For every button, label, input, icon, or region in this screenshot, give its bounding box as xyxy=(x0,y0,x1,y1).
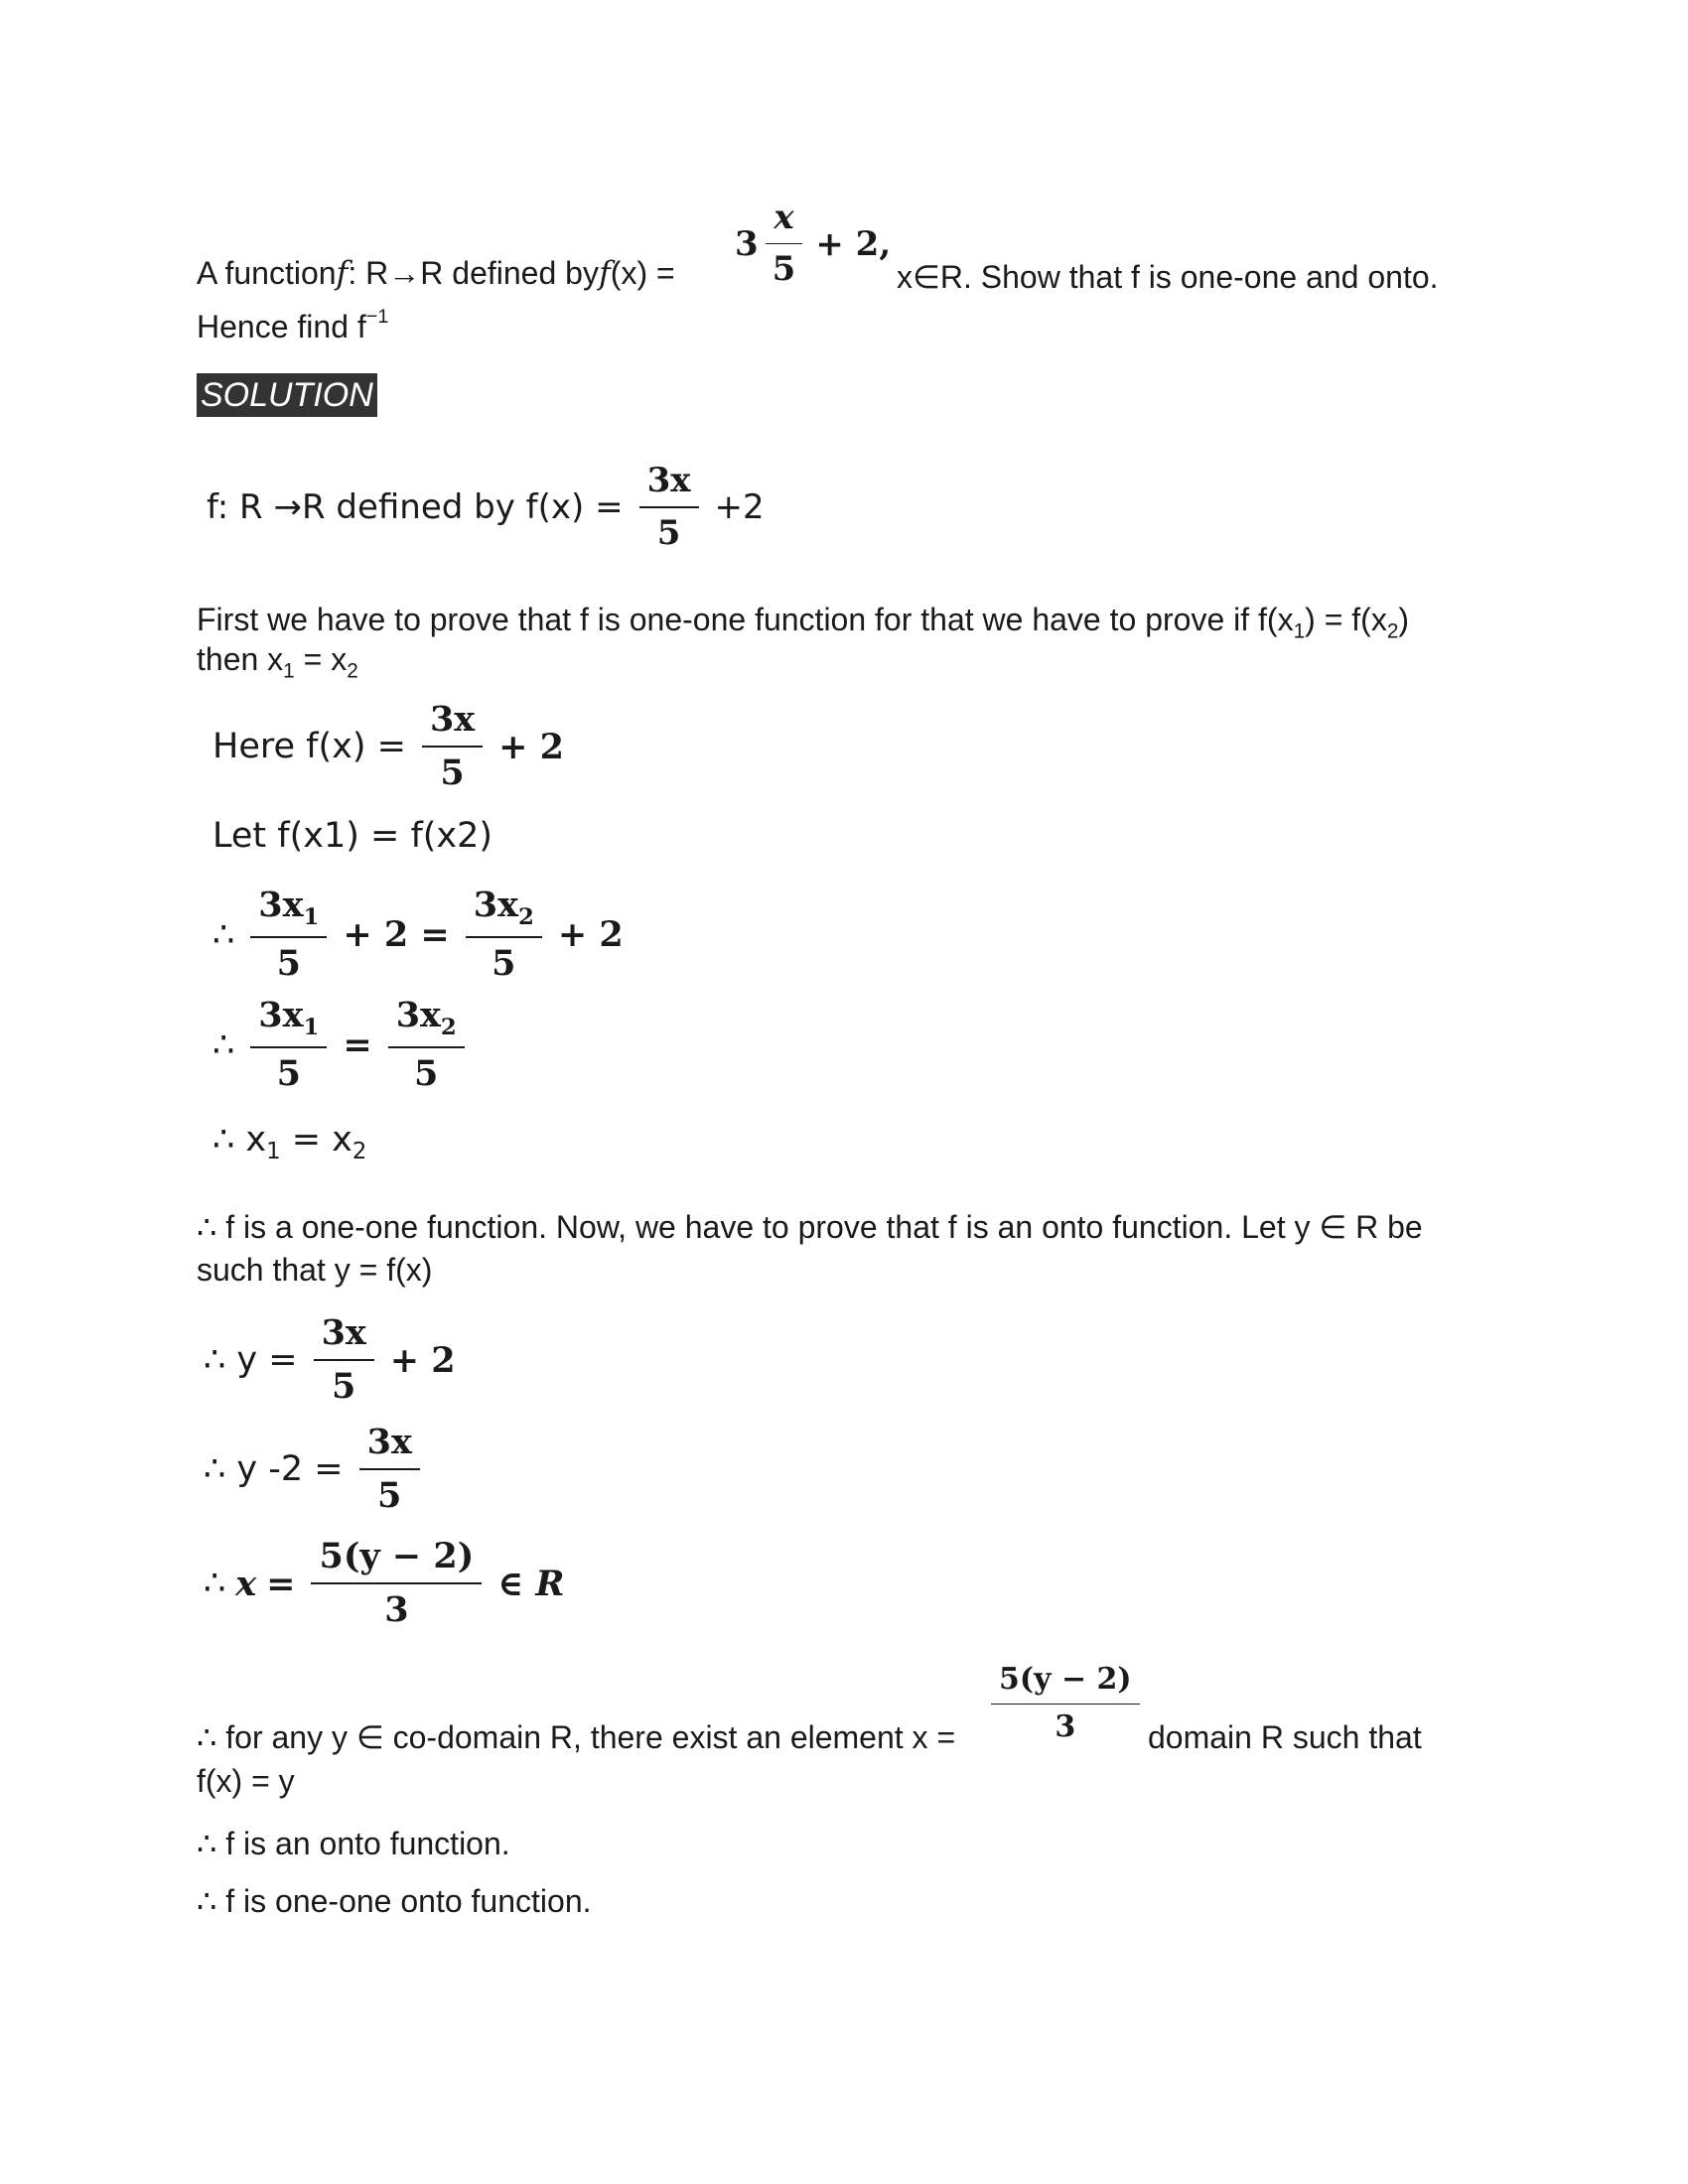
question-line-2 xyxy=(197,296,388,347)
y2-denominator: 5 xyxy=(377,1475,402,1517)
question-text-b: : R→R defined by xyxy=(348,255,599,291)
p3-numerator: 5(y − 2) xyxy=(991,1663,1140,1705)
y2-numerator: 3x xyxy=(359,1423,420,1470)
p3-fraction xyxy=(991,1663,1140,1744)
y2-lead: ∴ y -2 = xyxy=(204,1449,344,1490)
step1-denominator-left: 5 xyxy=(276,943,301,985)
step-3-equation xyxy=(212,1120,366,1164)
paragraph-3-line-1-b: domain R such that xyxy=(1148,1719,1422,1755)
inverse-superscript: −1 xyxy=(365,306,389,328)
num-text: 3x xyxy=(395,995,441,1035)
num-text: 3x xyxy=(473,885,518,925)
y-denominator: 5 xyxy=(332,1366,356,1408)
paragraph-1-line-2 xyxy=(197,638,358,692)
x-equals: = xyxy=(266,1563,296,1604)
question-text-a: A function xyxy=(197,255,337,291)
here-tail: + 2 xyxy=(498,726,565,767)
let-equation: Let f(x1) = f(x2) xyxy=(212,816,493,856)
definition-numerator: 3x xyxy=(639,462,699,508)
step-2-equation xyxy=(212,996,471,1094)
formula-tail: + 2, xyxy=(815,223,892,264)
step2-fraction-left xyxy=(250,996,327,1094)
conclusion-onto: ∴ f is an onto function. xyxy=(197,1826,510,1861)
x-tail: ∈ R xyxy=(497,1563,565,1604)
para1-text: ) = f(x xyxy=(1305,602,1387,637)
x-numerator: 5(y − 2) xyxy=(311,1537,482,1584)
y2-fraction xyxy=(359,1423,420,1517)
formula-whole: 3 xyxy=(735,223,759,264)
here-fraction xyxy=(422,700,483,794)
subscript: 1 xyxy=(283,659,295,683)
para1-text: then x xyxy=(197,641,284,677)
here-lead: Here f(x) = xyxy=(212,727,406,767)
subscript: 2 xyxy=(517,903,534,930)
step3-text xyxy=(212,1120,366,1164)
y-tail: + 2 xyxy=(389,1339,456,1381)
step3-a: ∴ x xyxy=(212,1120,267,1160)
step1-fraction-left xyxy=(250,886,327,984)
step2-numerator-right xyxy=(388,996,465,1048)
function-symbol: f xyxy=(336,254,349,292)
function-symbol: f xyxy=(598,254,611,292)
here-denominator: 5 xyxy=(440,752,465,794)
therefore-symbol: ∴ xyxy=(204,1564,226,1604)
formula-numerator: x xyxy=(766,199,801,244)
subscript: 2 xyxy=(440,1014,457,1040)
para1-text: = x xyxy=(294,641,348,677)
step1-middle: + 2 = xyxy=(343,914,450,956)
paragraph-2-line-1: ∴ f is a one-one function. Now, we have to prove that f is an onto function. Let y ∈ R be xyxy=(197,1209,1423,1245)
here-equation xyxy=(212,700,564,794)
definition-equation xyxy=(207,462,765,553)
num-text: 3x xyxy=(258,885,304,925)
question-text-c: (x) = xyxy=(610,255,675,291)
question-hence-text: Hence find f xyxy=(197,308,366,344)
subscript: 2 xyxy=(352,1138,367,1164)
y-fraction xyxy=(314,1313,374,1408)
x-variable: x xyxy=(235,1563,257,1604)
solution-badge-wrap xyxy=(197,373,377,417)
y-minus-2-equation xyxy=(204,1423,426,1517)
step1-fraction-right xyxy=(466,886,542,984)
step1-denominator-right: 5 xyxy=(492,943,516,985)
here-numerator: 3x xyxy=(422,700,483,748)
para1-text: ) xyxy=(1398,602,1410,637)
step3-b: = x xyxy=(280,1120,352,1160)
p3-denominator: 3 xyxy=(1055,1708,1076,1744)
subscript: 1 xyxy=(303,903,320,930)
subscript: 1 xyxy=(1293,619,1306,643)
step1-numerator-right xyxy=(466,886,542,938)
step2-fraction-right xyxy=(388,996,465,1094)
paragraph-2-line-2: such that y = f(x) xyxy=(197,1252,433,1288)
formula-fraction xyxy=(765,199,804,289)
subscript: 1 xyxy=(266,1138,281,1164)
paragraph-3-line-1-a: ∴ for any y ∈ co-domain R, there exist an element x = xyxy=(197,1719,956,1755)
subscript: 2 xyxy=(347,659,358,683)
x-denominator: 3 xyxy=(384,1589,409,1631)
question-formula xyxy=(735,199,891,289)
para1-text: First we have to prove that f is one-one function for that we have to prove if f(x xyxy=(197,602,1294,637)
step2-middle: = xyxy=(343,1024,372,1066)
step2-denominator-left: 5 xyxy=(276,1053,301,1095)
question-line-1 xyxy=(197,195,675,294)
definition-fraction xyxy=(639,462,699,553)
therefore-symbol: ∴ xyxy=(212,914,235,955)
x-equation xyxy=(204,1537,565,1631)
definition-tail: +2 xyxy=(714,487,765,528)
solution-badge: SOLUTION xyxy=(197,373,377,417)
step2-numerator-left xyxy=(250,996,327,1048)
paragraph-3-line-2: f(x) = y xyxy=(197,1763,295,1799)
y-numerator: 3x xyxy=(314,1313,374,1361)
therefore-symbol: ∴ xyxy=(212,1024,235,1065)
step1-numerator-left xyxy=(250,886,327,938)
step1-tail: + 2 xyxy=(557,914,624,956)
subscript: 1 xyxy=(303,1014,320,1040)
subscript: 2 xyxy=(1386,619,1399,643)
paragraph-1-line-1 xyxy=(197,599,1409,652)
num-text: 3x xyxy=(258,995,304,1035)
step2-denominator-right: 5 xyxy=(414,1053,439,1095)
conclusion-one-one-onto: ∴ f is one-one onto function. xyxy=(197,1883,592,1919)
x-fraction xyxy=(311,1537,482,1631)
question-domain-text: x∈R. Show that f is one-one and onto. xyxy=(897,259,1439,295)
paragraph-3-fraction xyxy=(985,1663,1146,1744)
definition-denominator: 5 xyxy=(656,513,681,554)
y-lead: ∴ y = xyxy=(204,1340,298,1381)
step-1-equation xyxy=(212,886,624,984)
formula-denominator: 5 xyxy=(772,249,796,290)
y-equation xyxy=(204,1313,456,1408)
definition-lead: f: R →R defined by f(x) = xyxy=(207,487,624,528)
